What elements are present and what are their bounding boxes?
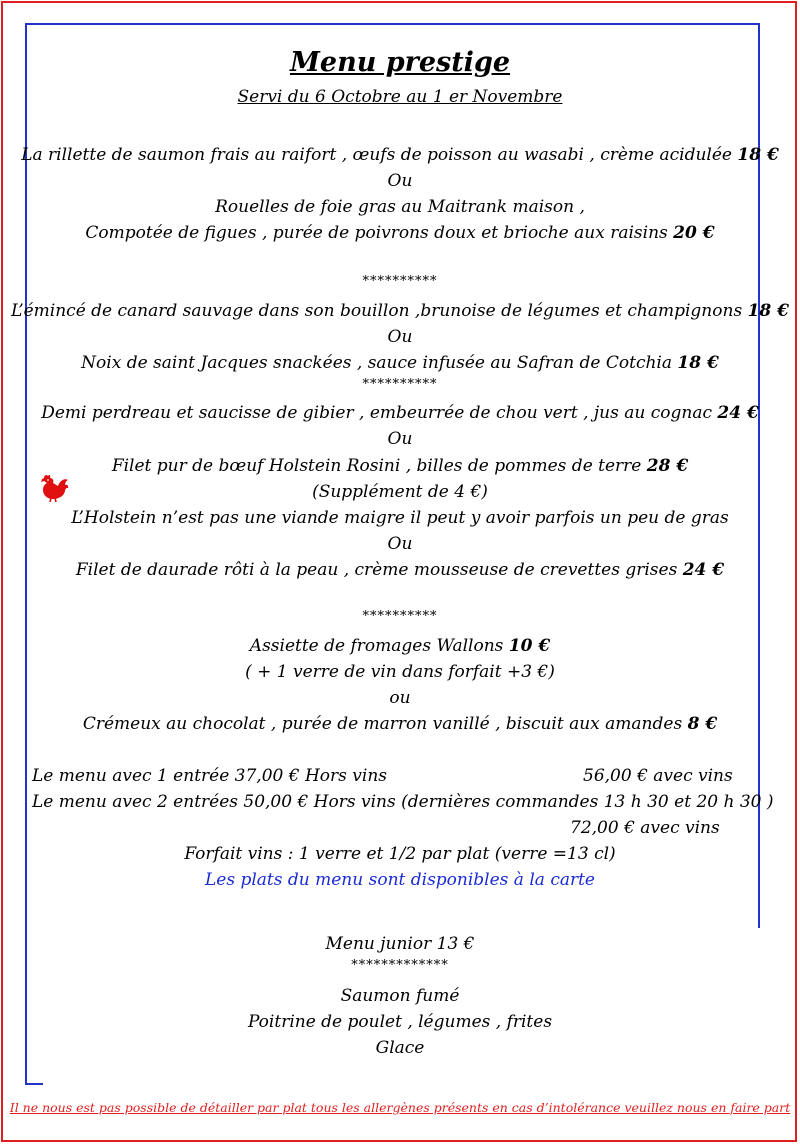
plat-4 xyxy=(0,455,800,477)
carte-note: Les plats du menu sont disponibles à la carte xyxy=(205,870,595,890)
dish-text: Demi perdreau et saucisse de gibier , embeurrée de chou vert , jus au cognac xyxy=(41,403,718,423)
plat-2 xyxy=(0,352,800,374)
dish-price: 8 € xyxy=(687,714,718,734)
dish-price: 20 € xyxy=(673,223,715,243)
menu-title: Menu prestige xyxy=(290,47,510,78)
dish-text: Filet pur de bœuf Holstein Rosini , billes de pommes de terre xyxy=(111,456,647,476)
stars-divider: ********** xyxy=(362,274,438,289)
dish-text: Filet de daurade rôti à la peau , crème mousseuse de crevettes grises xyxy=(75,560,683,580)
wine-note: ( + 1 verre de vin dans forfait +3 €) xyxy=(245,662,555,682)
dish-text: Compotée de figues , purée de poivrons doux et brioche aux raisins xyxy=(85,223,674,243)
forfait-vins: Forfait vins : 1 verre et 1/2 par plat (verre =13 cl) xyxy=(184,844,616,864)
junior-item: Saumon fumé xyxy=(340,986,460,1006)
junior-item: Poitrine de poulet , légumes , frites xyxy=(247,1012,553,1032)
inner-frame-corner xyxy=(25,1083,43,1085)
dish-price: 10 € xyxy=(508,636,551,656)
stars-divider: ********** xyxy=(362,377,438,392)
pricing-row-2-wine: 72,00 € avec vins xyxy=(570,818,720,838)
junior-item: Glace xyxy=(375,1038,425,1058)
pricing-row-2: Le menu avec 2 entrées 50,00 € Hors vins (dernières commandes 13 h 30 et 20 h 30 ) xyxy=(32,792,774,812)
dish-text: Noix de saint Jacques snackées , sauce infusée au Safran de Cotchia xyxy=(81,353,678,373)
dish-price: 28 € xyxy=(646,456,689,476)
dish-price: 24 € xyxy=(682,560,725,580)
separator-ou: Ou xyxy=(387,327,413,347)
allergen-footer: Il ne nous est pas possible de détailler par plat tous les allergènes présents en cas d’intolérance veuillez nous en faire part xyxy=(9,1100,791,1115)
dessert-2 xyxy=(0,713,800,735)
dish-text: Crémeux au chocolat , purée de marron vanillé , biscuit aux amandes xyxy=(82,714,688,734)
pricing-row-1-wine: 56,00 € avec vins xyxy=(583,766,733,786)
dish-text: L’émincé de canard sauvage dans son bouillon ,brunoise de légumes et champignons xyxy=(11,301,748,321)
dish-price: 18 € xyxy=(677,353,719,373)
separator-ou: Ou xyxy=(387,171,413,191)
dish-price: 24 € xyxy=(717,403,759,423)
supplement-note: (Supplément de 4 €) xyxy=(312,482,488,502)
stars-divider: ************* xyxy=(351,958,449,973)
entree-2b xyxy=(0,222,800,244)
junior-title: Menu junior 13 € xyxy=(325,934,475,954)
plat-5 xyxy=(0,559,800,581)
separator-ou: Ou xyxy=(387,534,413,554)
dish-text: La rillette de saumon frais au raifort , œufs de poisson au wasabi , crème acidulée xyxy=(21,145,732,165)
rooster-icon xyxy=(36,472,70,502)
entree-1 xyxy=(0,144,800,166)
dish-price: 18 € xyxy=(737,145,779,165)
menu-subtitle: Servi du 6 Octobre au 1 er Novembre xyxy=(237,87,563,107)
stars-divider: ********** xyxy=(362,609,438,624)
separator-ou: ou xyxy=(389,688,411,708)
entree-2a: Rouelles de foie gras au Maitrank maison , xyxy=(215,197,585,217)
separator-ou: Ou xyxy=(387,429,413,449)
dish-text: Assiette de fromages Wallons xyxy=(249,636,509,656)
dessert-1 xyxy=(0,635,800,657)
plat-3 xyxy=(0,402,800,424)
holstein-note: L’Holstein n’est pas une viande maigre il peut y avoir parfois un peu de gras xyxy=(71,508,729,528)
pricing-row-1: Le menu avec 1 entrée 37,00 € Hors vins xyxy=(32,766,387,786)
dish-price: 18 € xyxy=(747,301,789,321)
plat-1 xyxy=(0,300,800,322)
